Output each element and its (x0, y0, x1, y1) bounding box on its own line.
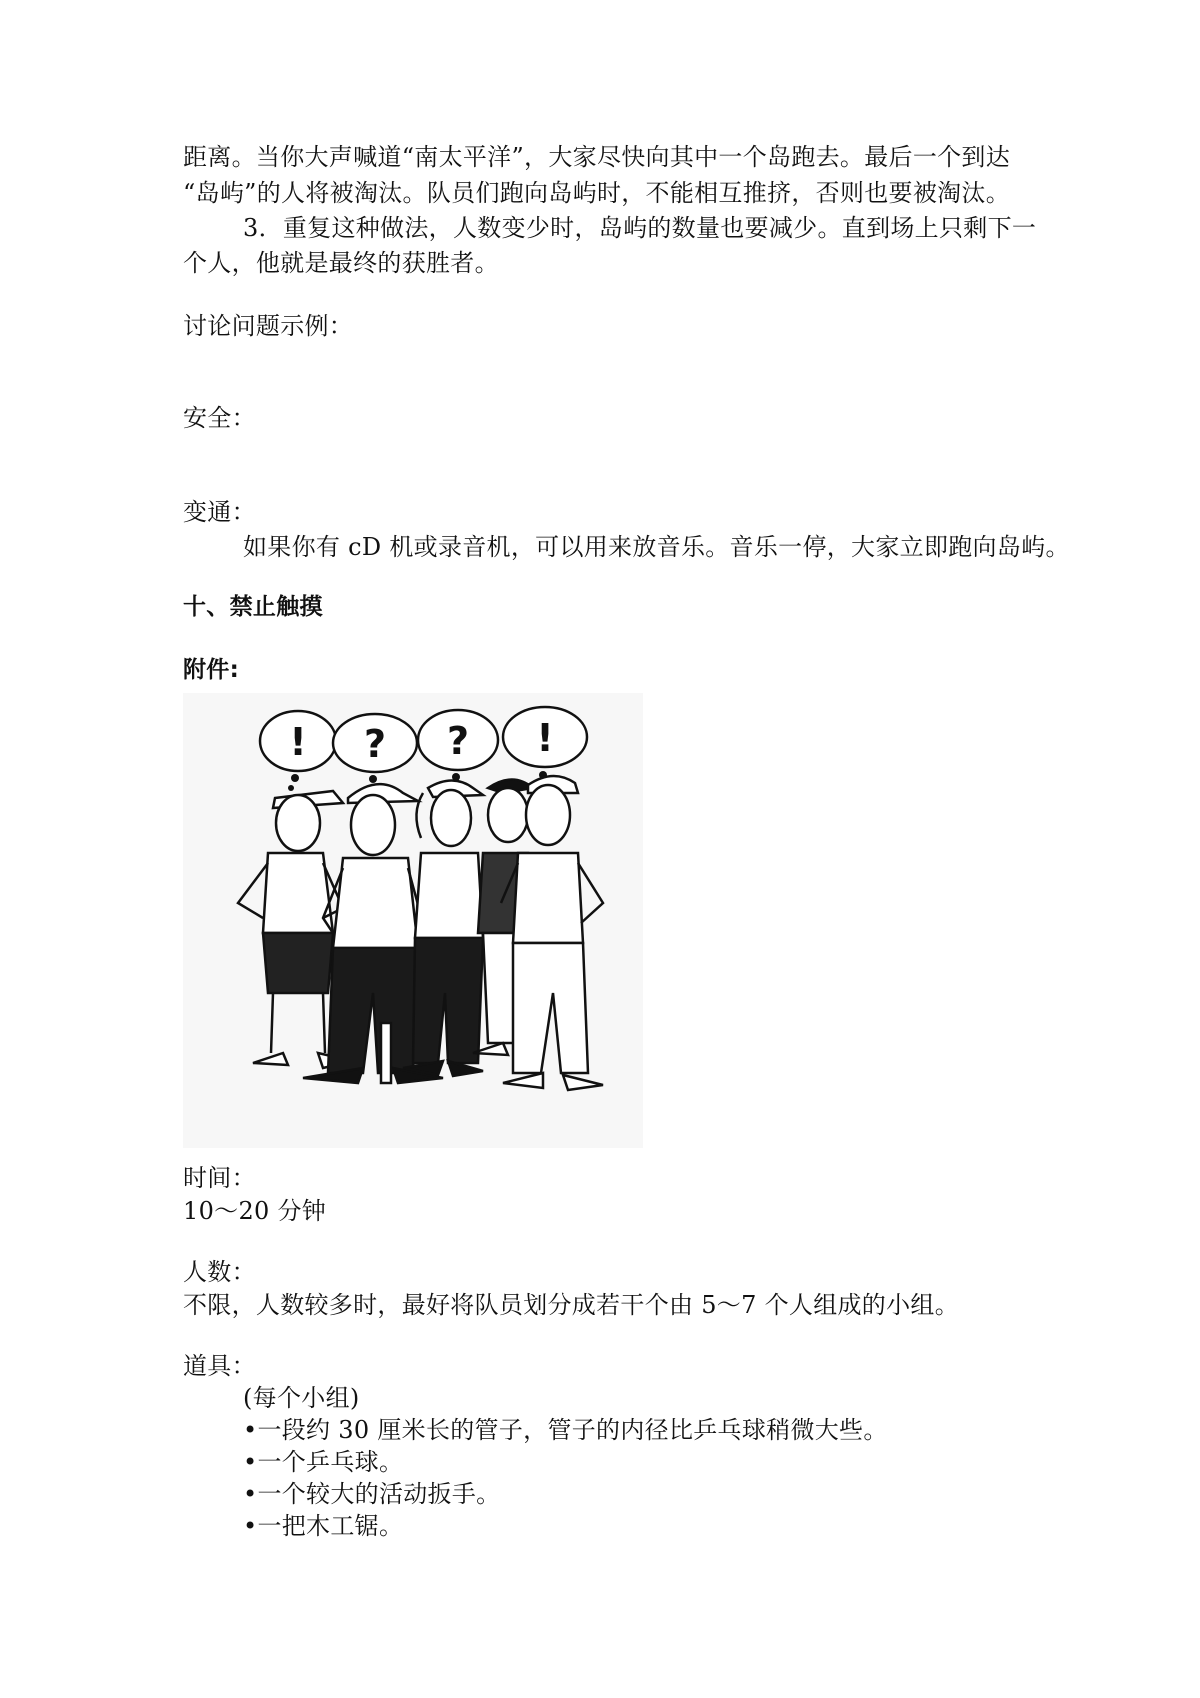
variation-text: 如果你有 cD 机或录音机，可以用来放音乐。音乐一停，大家立即跑向岛屿。 (243, 533, 1070, 561)
question-mark: ? (446, 719, 470, 763)
group-discussion-illustration (183, 693, 643, 1148)
paragraph-line: 个人，他就是最终的获胜者。 (183, 249, 499, 277)
exclamation-mark: ! (289, 720, 307, 764)
paragraph-line: “岛屿”的人将被淘汰。队员们跑向岛屿时，不能相互推挤，否则也要被淘汰。 (183, 179, 1011, 207)
props-item: •一把木工锯。 (243, 1512, 404, 1540)
section-title: 十、禁止触摸 (183, 594, 323, 620)
people-value: 不限，人数较多时，最好将队员划分成若干个由 5～7 个人组成的小组。 (183, 1291, 959, 1319)
attachment-label: 附件: (183, 657, 240, 683)
paragraph-line: 3．重复这种做法，人数变少时，岛屿的数量也要减少。直到场上只剩下一 (243, 214, 1037, 242)
props-label: 道具： (183, 1352, 256, 1380)
person-figure (403, 781, 483, 1077)
post (381, 1023, 391, 1083)
props-item: •一个乒乓球。 (243, 1448, 404, 1476)
question-mark: ? (363, 722, 387, 766)
props-item: •一段约 30 厘米长的管子，管子的内径比乒乓球稍微大些。 (243, 1416, 888, 1444)
paragraph-line: 距离。当你大声喊道“南太平洋”，大家尽快向其中一个岛跑去。最后一个到达 (183, 143, 1011, 171)
discussion-label: 讨论问题示例： (183, 312, 354, 340)
props-item: •一个较大的活动扳手。 (243, 1480, 501, 1508)
people-label: 人数： (183, 1258, 256, 1286)
exclamation-mark: ! (536, 716, 554, 760)
props-note: (每个小组) (243, 1384, 360, 1412)
time-label: 时间： (183, 1164, 256, 1192)
variation-label: 变通： (183, 498, 256, 526)
time-value: 10～20 分钟 (183, 1197, 327, 1225)
safety-label: 安全： (183, 404, 256, 432)
